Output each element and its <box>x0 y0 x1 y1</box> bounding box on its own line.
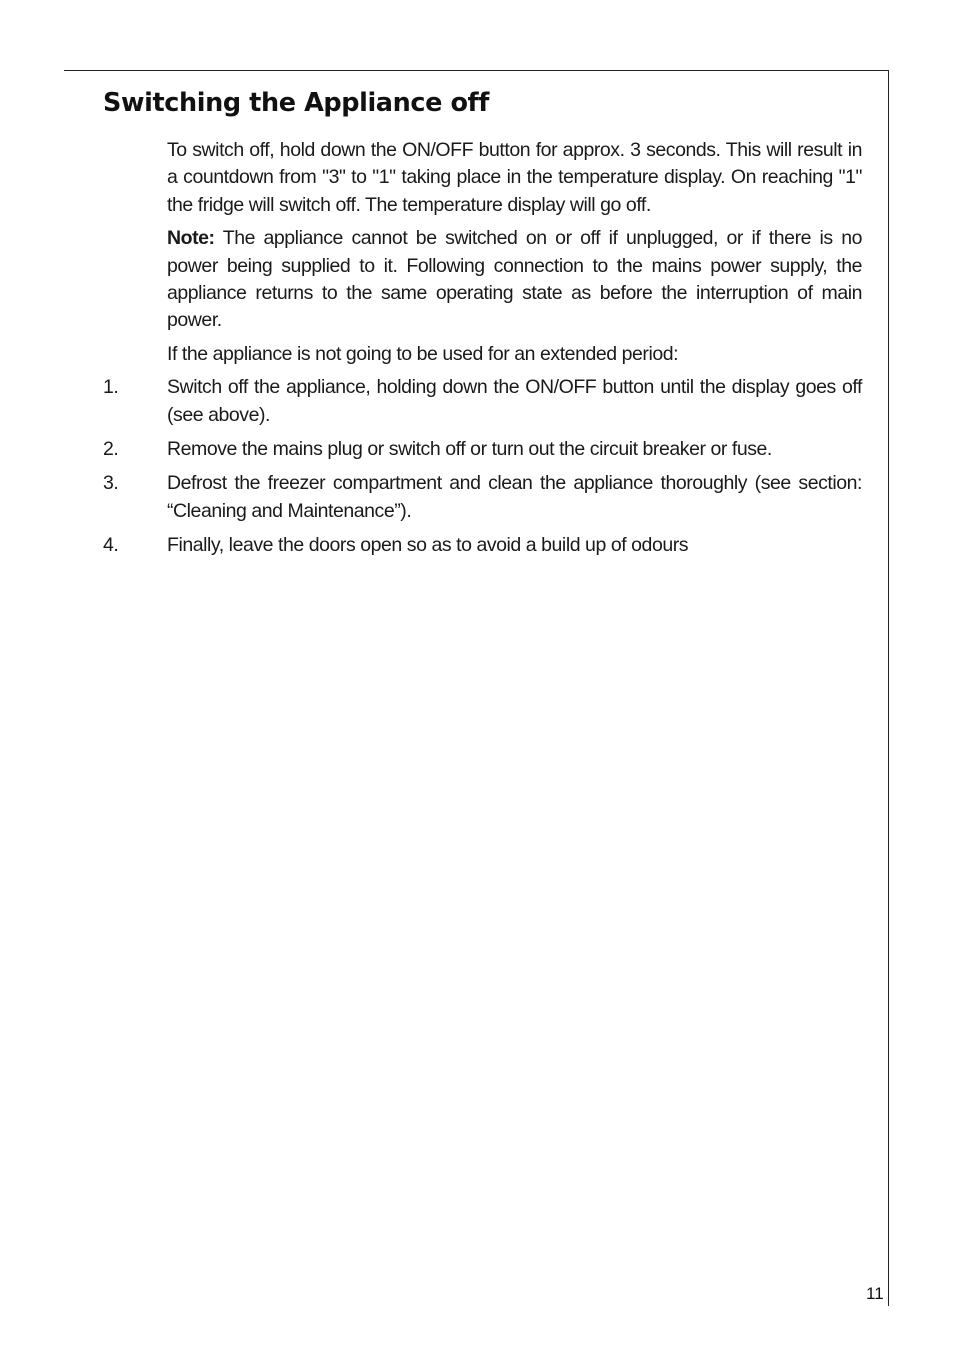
extended-period-paragraph: If the appliance is not going to be used for an extended period: <box>167 342 679 365</box>
step-number: 1. <box>103 376 119 399</box>
list-item <box>103 532 862 559</box>
step-text: Finally, leave the doors open so as to avoid a build up of odours <box>167 534 689 557</box>
list-item <box>103 470 862 525</box>
intro-paragraph: To switch off, hold down the ON/OFF button for approx. 3 seconds. This will result in a countdown from "3" to "1" taking place in the temperature display. On reaching "1" the fridge will switch off. The temperature display will go off. <box>167 139 862 216</box>
step-text: Switch off the appliance, holding down the ON/OFF button until the display goes off (see above). <box>167 376 862 426</box>
steps-list <box>103 374 862 559</box>
section-heading: Switching the Appliance off <box>103 88 489 118</box>
note-label: Note: <box>167 227 215 250</box>
top-rule <box>64 70 889 71</box>
list-item <box>103 436 862 463</box>
note-paragraph <box>167 225 862 335</box>
list-item <box>103 374 862 429</box>
page-number: 11 <box>866 1284 884 1303</box>
step-number: 4. <box>103 534 119 557</box>
step-text: Remove the mains plug or switch off or turn out the circuit breaker or fuse. <box>167 438 772 461</box>
step-text: Defrost the freezer compartment and clean the appliance thoroughly (see section: “Cleaning and Maintenance”). <box>167 472 862 522</box>
step-number: 3. <box>103 472 119 495</box>
note-text: The appliance cannot be switched on or off if unplugged, or if there is no power being supplied to it. Following connection to the mains power supply, the appliance returns to the same operating state as before the interruption of main power. <box>167 227 862 332</box>
step-number: 2. <box>103 438 119 461</box>
section-body <box>103 137 862 567</box>
right-margin-rule <box>888 70 889 1306</box>
